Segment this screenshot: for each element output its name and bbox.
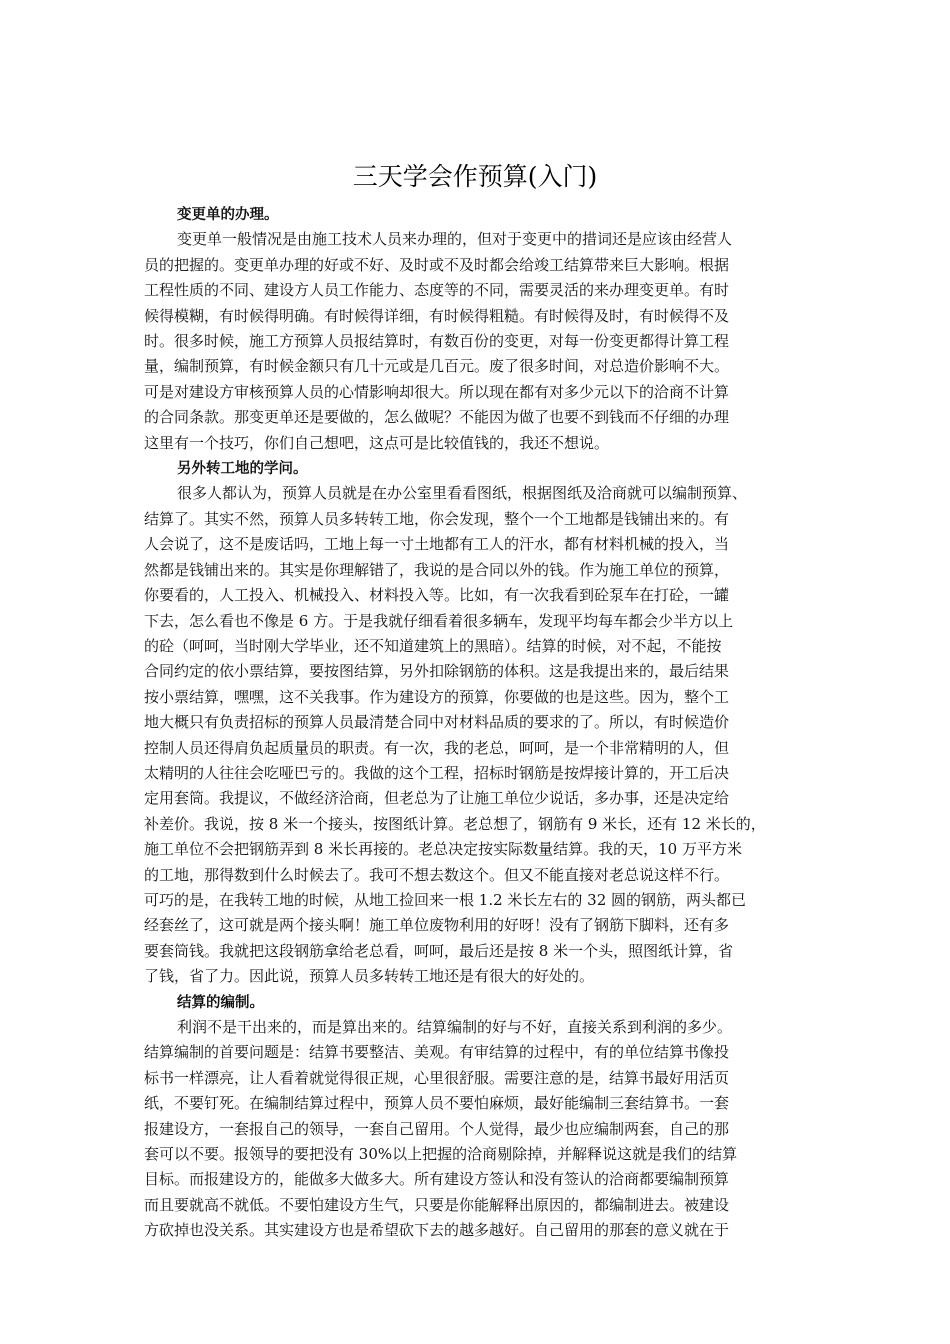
paragraph-line: 经套丝了，这可就是两个接头啊！施工单位废物利用的好呀！没有了钢筋下脚料，还有多 xyxy=(144,916,730,935)
paragraph-line: 控制人员还得肩负起质量员的职责。有一次，我的老总，呵呵，是一个非常精明的人，但 xyxy=(144,738,730,757)
paragraph-line: 了钱，省了力。因此说，预算人员多转转工地还是有很大的好处的。 xyxy=(144,967,595,986)
paragraph-line: 的工地，那得数到什么时候去了。我可不想去数这个。但又不能直接对老总说这样不行。 xyxy=(144,865,730,884)
paragraph-line: 纸，不要钉死。在编制结算过程中，预算人员不要怕麻烦，最好能编制三套结算书。一套 xyxy=(144,1094,730,1113)
paragraph-line: 标书一样漂亮，让人看着就觉得很正规，心里很舒服。需要注意的是，结算书最好用活页 xyxy=(144,1068,730,1087)
paragraph-line: 工程性质的不同、建设方人员工作能力、态度等的不同，需要灵活的来办理变更单。有时 xyxy=(144,281,730,300)
paragraph-line: 员的把握的。变更单办理的好或不好、及时或不及时都会给竣工结算带来巨大影响。根据 xyxy=(144,255,730,274)
paragraph-line: 你要看的，人工投入、机械投入、材料投入等。比如，有一次我看到砼泵车在打砼，一罐 xyxy=(144,586,730,605)
paragraph-line: 可巧的是，在我转工地的时候，从地工捡回来一根 1.2 米长左右的 32 圆的钢筋，两头都已 xyxy=(144,890,747,909)
paragraph-line: 的砼（呵呵，当时刚大学毕业，还不知道建筑上的黑暗）。结算的时候，对不起，不能按 xyxy=(144,636,722,655)
paragraph-line: 定用套筒。我提议，不做经济洽商，但老总为了让施工单位少说话，多办事，还是决定给 xyxy=(144,789,730,808)
paragraph-line: 人会说了，这不是废话吗，工地上每一寸土地都有工人的汗水，都有材料机械的投入，当 xyxy=(144,535,730,554)
paragraph-line: 要套筒钱。我就把这段钢筋拿给老总看，呵呵，最后还是按 8 米一个头，照图纸计算，省 xyxy=(144,941,734,960)
document-title: 三天学会作预算(入门) xyxy=(352,162,598,191)
paragraph-first-line: 变更单一般情况是由施工技术人员来办理的，但对于变更中的措词还是应该由经营人 xyxy=(177,230,733,249)
paragraph-line: 然都是钱铺出来的。其实是你理解错了，我说的是合同以外的钱。作为施工单位的预算， xyxy=(144,560,730,579)
section-heading: 变更单的办理。 xyxy=(177,206,279,223)
paragraph-line: 按小票结算，嘿嘿，这不关我事。作为建设方的预算，你要做的也是这些。因为，整个工 xyxy=(144,687,730,706)
paragraph-line: 量，编制预算，有时候金额只有几十元或是几百元。废了很多时间，对总造价影响不大。 xyxy=(144,357,730,376)
section-heading: 结算的编制。 xyxy=(177,993,264,1011)
paragraph-line: 补差价。我说，按 8 米一个接头，按图纸计算。老总想了，钢筋有 9 米长，还有 12 米长的， xyxy=(144,814,766,833)
paragraph-line: 而且要就高不就低。不要怕建设方生气，只要是你能解释出原因的，都编制进去。被建设 xyxy=(144,1195,730,1214)
paragraph-line: 时。很多时候，施工方预算人员报结算时，有数百份的变更，对每一份变更都得计算工程 xyxy=(144,332,730,351)
paragraph-line: 套可以不要。报领导的要把没有 30%以上把握的洽商剔除掉，并解释说这就是我们的结算 xyxy=(144,1145,738,1164)
paragraph-first-line: 很多人都认为，预算人员就是在办公室里看看图纸，根据图纸及洽商就可以编制预算、 xyxy=(177,484,748,503)
paragraph-line: 候得模糊，有时候得明确。有时候得详细，有时候得粗糙。有时候得及时，有时候得不及 xyxy=(144,306,730,325)
section-heading: 另外转工地的学问。 xyxy=(177,460,308,478)
paragraph-line: 合同约定的依小票结算，要按图结算，另外扣除钢筋的体积。这是我提出来的，最后结果 xyxy=(144,662,730,681)
paragraph-line: 方砍掉也没关系。其实建设方也是希望砍下去的越多越好。自己留用的那套的意义就在于 xyxy=(144,1221,730,1240)
paragraph-line: 这里有一个技巧，你们自己想吧，这点可是比较值钱的，我还不想说。 xyxy=(144,433,610,452)
paragraph-line: 施工单位不会把钢筋弄到 8 米长再接的。老总决定按实际数量结算。我的天，10 万平方米 xyxy=(144,840,742,859)
paragraph-first-line: 利润不是干出来的，而是算出来的。结算编制的好与不好，直接关系到利润的多少。 xyxy=(177,1018,733,1036)
paragraph-line: 结算了。其实不然，预算人员多转转工地，你会发现，整个一个工地都是钱铺出来的。有 xyxy=(144,509,730,528)
document-body xyxy=(144,202,816,1244)
paragraph-line: 报建设方，一套报自己的领导，一套自己留用。个人觉得，最少也应编制两套，自己的那 xyxy=(144,1119,730,1138)
paragraph-line: 地大概只有负责招标的预算人员最清楚合同中对材料品质的要求的了。所以，有时候造价 xyxy=(144,713,730,732)
paragraph-line: 太精明的人往往会吃哑巴亏的。我做的这个工程，招标时钢筋是按焊接计算的，开工后决 xyxy=(144,763,730,782)
paragraph-line: 目标。而报建设方的，能做多大做多大。所有建设方签认和没有签认的洽商都要编制预算 xyxy=(144,1170,730,1189)
paragraph-line: 结算编制的首要问题是：结算书要整洁、美观。有审结算的过程中，有的单位结算书像投 xyxy=(144,1043,730,1062)
paragraph-line: 可是对建设方审核预算人员的心情影响却很大。所以现在都有对多少元以下的洽商不计算 xyxy=(144,382,730,401)
paragraph-line: 的合同条款。那变更单还是要做的，怎么做呢？不能因为做了也要不到钱而不仔细的办理 xyxy=(144,408,730,427)
paragraph-line: 下去，怎么看也不像是 6 方。于是我就仔细看着很多辆车，发现平均每车都会少半方以上 xyxy=(144,611,734,630)
